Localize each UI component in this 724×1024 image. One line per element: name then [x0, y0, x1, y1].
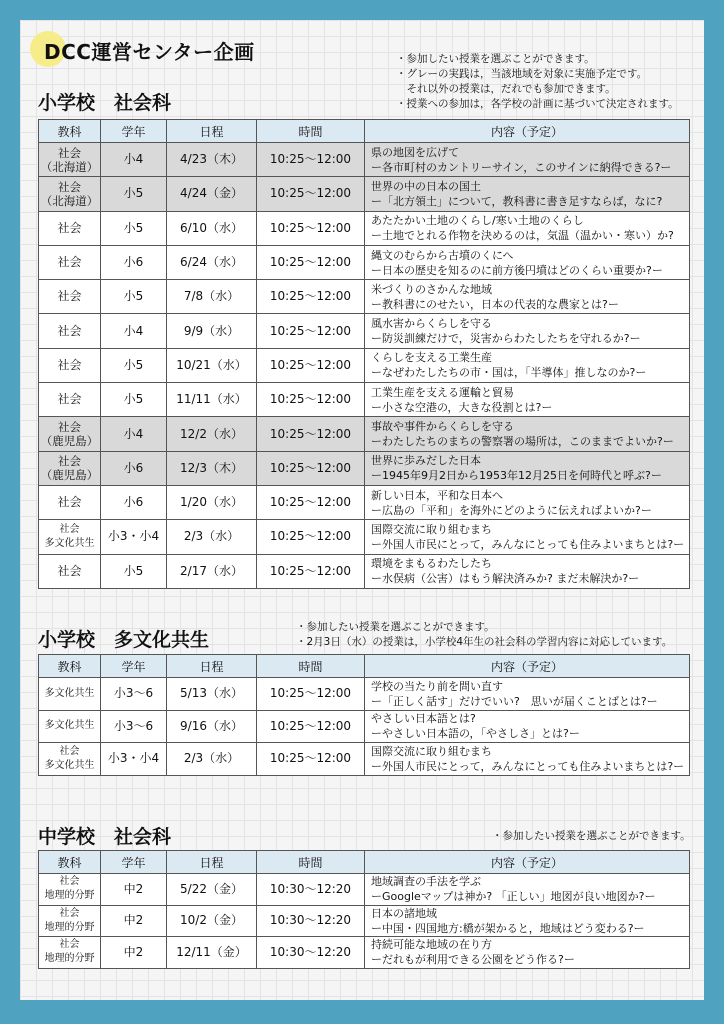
grade-cell: 小5	[101, 280, 167, 314]
date-cell: 4/24（金）	[167, 177, 257, 211]
table-row	[39, 874, 690, 906]
time-cell: 10:25～12:00	[257, 245, 365, 279]
grade-cell: 小5	[101, 348, 167, 382]
subject-cell: 社会	[39, 211, 101, 245]
time-cell: 10:25～12:00	[257, 678, 365, 711]
section-heading: 小学校 社会科	[38, 92, 172, 114]
time-cell: 10:25～12:00	[257, 743, 365, 776]
table-row	[39, 383, 690, 417]
date-cell: 9/16（水）	[167, 710, 257, 743]
time-cell: 10:25～12:00	[257, 485, 365, 519]
date-cell: 5/13（水）	[167, 678, 257, 711]
date-cell: 4/23（木）	[167, 143, 257, 177]
subject-cell: 社会 （北海道）	[39, 177, 101, 211]
time-cell: 10:25～12:00	[257, 143, 365, 177]
schedule-table	[38, 119, 690, 589]
date-cell: 5/22（金）	[167, 874, 257, 906]
time-cell: 10:25～12:00	[257, 314, 365, 348]
content-cell: 地域調査の手法を学ぶ ーGoogleマップは神か? 「正しい」地図が良い地図か?ー	[365, 874, 690, 906]
table-row	[39, 417, 690, 451]
content-cell: あたたかい土地のくらし/寒い土地のくらし ー土地でとれる作物を決めるのは，気温（温かい・寒い）か?	[365, 211, 690, 245]
table-row	[39, 211, 690, 245]
table-row	[39, 710, 690, 743]
column-header: 教科	[39, 851, 101, 874]
table-row	[39, 280, 690, 314]
section-heading: 小学校 多文化共生	[38, 629, 210, 651]
subject-cell: 社会 地理的分野	[39, 937, 101, 969]
subject-cell: 社会	[39, 314, 101, 348]
column-header: 時間	[257, 851, 365, 874]
table-row	[39, 245, 690, 279]
table-row	[39, 520, 690, 554]
content-cell: 米づくりのさかんな地域 ー教科書にのせたい，日本の代表的な農家とは?ー	[365, 280, 690, 314]
column-header: 学年	[101, 851, 167, 874]
content-cell: 縄文のむらから古墳のくにへ ー日本の歴史を知るのに前方後円墳はどのくらい重要か?ー	[365, 245, 690, 279]
table-header-row	[39, 120, 690, 143]
table-row	[39, 743, 690, 776]
subject-cell: 多文化共生	[39, 710, 101, 743]
date-cell: 6/10（水）	[167, 211, 257, 245]
subject-cell: 社会	[39, 245, 101, 279]
time-cell: 10:25～12:00	[257, 554, 365, 588]
column-header: 時間	[257, 120, 365, 143]
schedule-table	[38, 850, 690, 969]
subject-cell: 社会	[39, 383, 101, 417]
subject-cell: 社会	[39, 485, 101, 519]
content-cell: 事故や事件からくらしを守る ーわたしたちのまちの警察署の場所は，このままでよいか?ー	[365, 417, 690, 451]
grade-cell: 小5	[101, 177, 167, 211]
date-cell: 2/17（水）	[167, 554, 257, 588]
time-cell: 10:25～12:00	[257, 383, 365, 417]
table-row	[39, 678, 690, 711]
section-notes	[492, 829, 691, 844]
subject-cell: 多文化共生	[39, 678, 101, 711]
note-line: ・2月3日（水）の授業は，小学校4年生の社会科の学習内容に対応しています。	[296, 636, 673, 648]
grade-cell: 小4	[101, 314, 167, 348]
time-cell: 10:30～12:20	[257, 937, 365, 969]
date-cell: 2/3（水）	[167, 520, 257, 554]
subject-cell: 社会	[39, 280, 101, 314]
date-cell: 11/11（水）	[167, 383, 257, 417]
date-cell: 2/3（水）	[167, 743, 257, 776]
table-header-row	[39, 655, 690, 678]
date-cell: 1/20（水）	[167, 485, 257, 519]
column-header: 学年	[101, 655, 167, 678]
note-line: ・授業への参加は，各学校の計画に基づいて決定されます。	[396, 98, 679, 110]
grade-cell: 小4	[101, 143, 167, 177]
table-row	[39, 937, 690, 969]
column-header: 日程	[167, 120, 257, 143]
table-row	[39, 451, 690, 485]
table-row	[39, 905, 690, 937]
date-cell: 6/24（水）	[167, 245, 257, 279]
grade-cell: 小4	[101, 417, 167, 451]
time-cell: 10:25～12:00	[257, 451, 365, 485]
content-cell: やさしい日本語とは? ーやさしい日本語の，「やさしさ」とは?ー	[365, 710, 690, 743]
content-cell: 世界に歩みだした日本 ー1945年9月2日から1953年12月25日を何時代と呼ぶ?ー	[365, 451, 690, 485]
subject-cell: 社会 地理的分野	[39, 905, 101, 937]
date-cell: 12/2（水）	[167, 417, 257, 451]
date-cell: 9/9（水）	[167, 314, 257, 348]
subject-cell: 社会 多文化共生	[39, 520, 101, 554]
column-header: 内容（予定）	[365, 655, 690, 678]
section-notes	[296, 620, 672, 650]
date-cell: 12/11（金）	[167, 937, 257, 969]
grade-cell: 中2	[101, 905, 167, 937]
time-cell: 10:30～12:20	[257, 874, 365, 906]
time-cell: 10:25～12:00	[257, 710, 365, 743]
table-row	[39, 177, 690, 211]
column-header: 教科	[39, 120, 101, 143]
subject-cell: 社会	[39, 554, 101, 588]
note-line: ・グレーの実践は，当該地域を対象に実施予定です。	[396, 68, 648, 80]
content-cell: 工業生産を支える運輸と貿易 ー小さな空港の，大きな役割とは?ー	[365, 383, 690, 417]
content-cell: 持続可能な地域の在り方 ーだれもが利用できる公園をどう作る?ー	[365, 937, 690, 969]
page-title: DCC運営センター企画	[44, 40, 255, 64]
content-cell: 県の地図を広げて ー各市町村のカントリーサイン，このサインに納得できる?ー	[365, 143, 690, 177]
subject-cell: 社会	[39, 348, 101, 382]
column-header: 教科	[39, 655, 101, 678]
content-cell: 国際交流に取り組むまち ー外国人市民にとって，みんなにとっても住みよいまちとは?ー	[365, 743, 690, 776]
subject-cell: 社会 （鹿児島）	[39, 451, 101, 485]
time-cell: 10:25～12:00	[257, 280, 365, 314]
time-cell: 10:25～12:00	[257, 520, 365, 554]
content-cell: 環境をまもるわたしたち ー水俣病（公害）はもう解決済みか? まだ未解決か?ー	[365, 554, 690, 588]
table-row	[39, 348, 690, 382]
grade-cell: 小5	[101, 383, 167, 417]
subject-cell: 社会 （鹿児島）	[39, 417, 101, 451]
subject-cell: 社会 （北海道）	[39, 143, 101, 177]
grade-cell: 小6	[101, 451, 167, 485]
date-cell: 10/21（水）	[167, 348, 257, 382]
time-cell: 10:25～12:00	[257, 348, 365, 382]
section-notes	[396, 52, 679, 112]
time-cell: 10:25～12:00	[257, 417, 365, 451]
grade-cell: 小3～6	[101, 710, 167, 743]
grade-cell: 小3・小4	[101, 520, 167, 554]
date-cell: 7/8（水）	[167, 280, 257, 314]
section-heading: 中学校 社会科	[38, 826, 172, 848]
subject-cell: 社会 多文化共生	[39, 743, 101, 776]
table-row	[39, 314, 690, 348]
table-row	[39, 485, 690, 519]
schedule-table	[38, 654, 690, 776]
date-cell: 12/3（木）	[167, 451, 257, 485]
grade-cell: 小5	[101, 211, 167, 245]
grade-cell: 小6	[101, 245, 167, 279]
grade-cell: 小3・小4	[101, 743, 167, 776]
column-header: 日程	[167, 851, 257, 874]
note-line: ・参加したい授業を選ぶことができます。	[492, 830, 691, 842]
content-cell: くらしを支える工業生産 ーなぜわたしたちの市・国は，「半導体」推しなのか?ー	[365, 348, 690, 382]
column-header: 学年	[101, 120, 167, 143]
content-cell: 風水害からくらしを守る ー防災訓練だけで，災害からわたしたちを守れるか?ー	[365, 314, 690, 348]
time-cell: 10:25～12:00	[257, 211, 365, 245]
content-cell: 新しい日本，平和な日本へ ー広島の「平和」を海外にどのように伝えればよいか?ー	[365, 485, 690, 519]
content-cell: 世界の中の日本の国土 ー「北方領土」について，教科書に書き足すならば，なに?	[365, 177, 690, 211]
grade-cell: 小6	[101, 485, 167, 519]
grade-cell: 小3～6	[101, 678, 167, 711]
time-cell: 10:25～12:00	[257, 177, 365, 211]
time-cell: 10:30～12:20	[257, 905, 365, 937]
grade-cell: 中2	[101, 937, 167, 969]
table-row	[39, 143, 690, 177]
content-cell: 学校の当たり前を問い直す ー「正しく話す」だけでいい? 思いが届くことばとは?ー	[365, 678, 690, 711]
date-cell: 10/2（金）	[167, 905, 257, 937]
content-cell: 日本の諸地域 ー中国・四国地方:橋が架かると，地域はどう変わる?ー	[365, 905, 690, 937]
note-line: ・参加したい授業を選ぶことができます。	[296, 621, 495, 633]
content-cell: 国際交流に取り組むまち ー外国人市民にとって，みんなにとっても住みよいまちとは?ー	[365, 520, 690, 554]
subject-cell: 社会 地理的分野	[39, 874, 101, 906]
column-header: 時間	[257, 655, 365, 678]
column-header: 日程	[167, 655, 257, 678]
note-line: それ以外の授業は，だれでも参加できます。	[396, 83, 616, 95]
column-header: 内容（予定）	[365, 851, 690, 874]
table-header-row	[39, 851, 690, 874]
table-row	[39, 554, 690, 588]
grade-cell: 中2	[101, 874, 167, 906]
column-header: 内容（予定）	[365, 120, 690, 143]
grade-cell: 小5	[101, 554, 167, 588]
note-line: ・参加したい授業を選ぶことができます。	[396, 53, 595, 65]
